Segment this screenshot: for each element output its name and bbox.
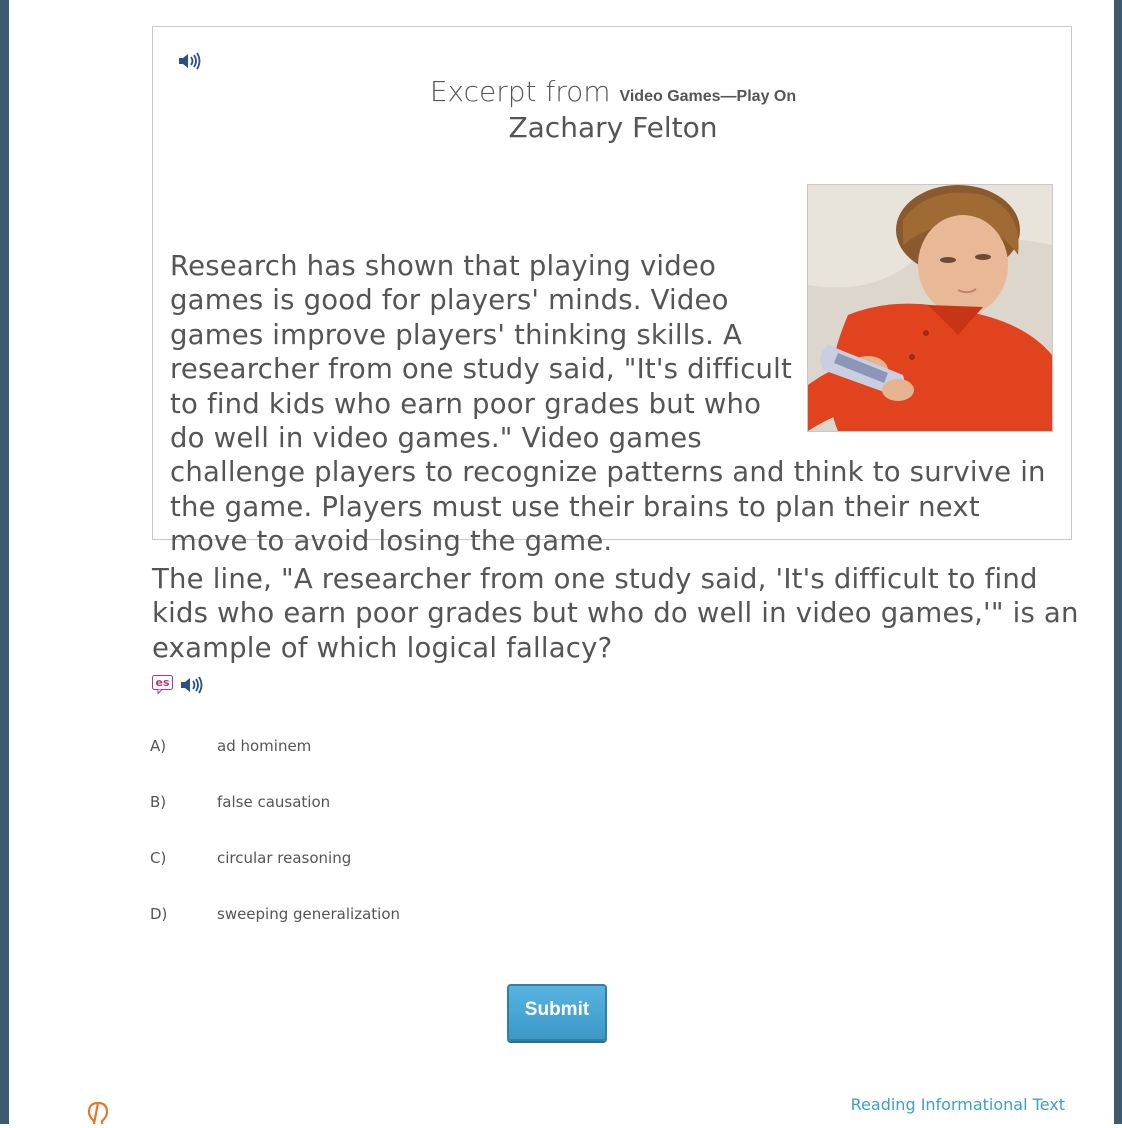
question-tools [152,675,212,697]
lightbulb-icon[interactable] [86,1101,110,1124]
choice-text: ad hominem [217,737,312,755]
submit-button[interactable]: Submit [507,984,607,1041]
answer-choice-c[interactable] [150,847,650,869]
speaker-icon[interactable] [178,51,204,71]
choice-text: false causation [217,793,331,811]
choice-letter: C) [150,849,167,867]
choice-letter: D) [150,905,168,923]
answer-choice-a[interactable] [150,735,650,757]
title-work: Video Games—Play On [619,88,797,105]
choice-text: circular reasoning [217,849,352,867]
question-text: The line, "A researcher from one study said, 'It's difficult to find kids who earn poor grades but who do well in video games,'" is an example of which logical fallacy? [152,563,1079,664]
left-frame-border [0,0,9,1124]
answer-choice-b[interactable] [150,791,650,813]
passage-title [153,75,1073,114]
right-frame-border [1114,0,1122,1124]
question-speaker-icon[interactable] [180,675,206,695]
photo-spacer [792,249,1050,453]
passage-panel [152,26,1072,558]
answer-choice-d[interactable] [150,903,650,925]
svg-text:es: es [155,676,170,689]
passage-author: Zachary Felton [508,111,718,144]
passage-body [170,249,1050,559]
passage-body-text: Research has shown that playing video games is good for players' minds. Video games improve players' thinking skills. A researcher from one study said, "It's difficult to find kids who earn poor grades but who do well in video games." Video games challenge players to recognize patterns and think to survive in the game. Players must use their brains to plan their next move to avoid losing the game. [170,250,1046,558]
footer-link-reading-informational-text[interactable]: Reading Informational Text [850,1095,1065,1114]
choice-letter: A) [150,737,167,755]
choice-text: sweeping generalization [217,905,401,923]
title-prefix: Excerpt from [429,75,611,108]
choice-letter: B) [150,793,167,811]
es-translate-icon[interactable] [152,675,173,694]
